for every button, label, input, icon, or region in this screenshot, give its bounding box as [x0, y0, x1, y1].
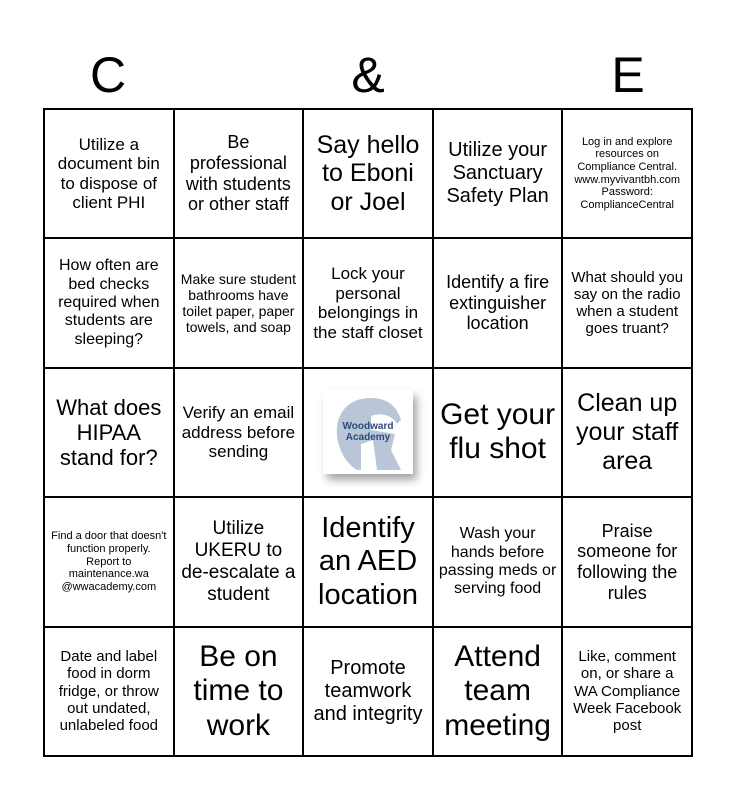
free-space-cell[interactable] [303, 368, 433, 497]
bingo-cell-text: Attend team meeting [444, 639, 551, 742]
bingo-cell[interactable] [44, 368, 174, 497]
bingo-cell-text: Utilize UKERU to de-escalate a student [181, 518, 296, 605]
bingo-cell-text: Identify an AED location [318, 511, 418, 611]
bingo-cell[interactable] [174, 497, 304, 626]
bingo-cell[interactable] [562, 497, 692, 626]
bingo-cell[interactable] [433, 368, 563, 497]
bingo-cell[interactable] [433, 238, 563, 367]
bingo-cell-text: Like, comment on, or share a WA Compliance Week Facebook post [573, 648, 682, 735]
bingo-cell[interactable] [303, 497, 433, 626]
bingo-cell-text: Clean up your staff area [576, 389, 679, 475]
bingo-cell[interactable] [174, 627, 304, 756]
bingo-cell-text: Be on time to work [193, 639, 284, 742]
bingo-cell-text: Make sure student bathrooms have toilet paper, paper towels, and soap [180, 270, 296, 336]
bingo-cell-text: Date and label food in dorm fridge, or throw out undated, unlabeled food [58, 648, 159, 735]
bingo-cell[interactable] [174, 368, 304, 497]
bingo-cell[interactable] [433, 497, 563, 626]
bingo-cell-text: Find a door that doesn't function properly. Report to maintenance.wa @wwacademy.com [51, 530, 167, 593]
bingo-cell-text: Utilize a document bin to dispose of client PHI [57, 134, 160, 213]
bingo-cell[interactable] [562, 238, 692, 367]
bingo-cell[interactable] [433, 109, 563, 238]
bingo-cell-text: Be professional with students or other staff [185, 132, 291, 215]
bingo-cell-text: How often are bed checks required when students are sleeping? [58, 257, 160, 348]
bingo-cell[interactable] [303, 238, 433, 367]
bingo-cell[interactable] [44, 627, 174, 756]
bingo-cell-text: What does HIPAA stand for? [56, 394, 162, 471]
bingo-cell-text: Wash your hands before passing meds or serving food [438, 525, 557, 598]
bingo-cell[interactable] [44, 497, 174, 626]
bingo-cell[interactable] [303, 109, 433, 238]
bingo-cell-text: Utilize your Sanctuary Safety Plan [446, 139, 549, 208]
bingo-cell-text: Log in and explore resources on Compliance Central. www.myvivantbh.com Password: ComplianceCentral [574, 135, 681, 211]
bingo-cell[interactable] [44, 109, 174, 238]
bingo-cell[interactable] [44, 238, 174, 367]
bingo-cell-text: What should you say on the radio when a student goes truant? [571, 268, 684, 338]
bingo-cell[interactable] [174, 109, 304, 238]
bingo-cell[interactable] [562, 368, 692, 497]
bingo-cell-text: Lock your personal belongings in the staff closet [313, 264, 423, 342]
bingo-cell-text: Identify a fire extinguisher location [446, 272, 550, 334]
bingo-grid [43, 108, 693, 757]
logo-text: Woodward Academy [342, 421, 394, 444]
bingo-cell[interactable] [562, 109, 692, 238]
bingo-cell-text: Verify an email address before sending [181, 403, 296, 462]
header-letter-5: E [611, 47, 645, 103]
bingo-cell[interactable] [433, 627, 563, 756]
bingo-cell[interactable] [174, 238, 304, 367]
bingo-cell[interactable] [562, 627, 692, 756]
bingo-cell-text: Say hello to Eboni or Joel [316, 130, 420, 217]
woodward-academy-logo [323, 390, 413, 474]
bingo-cell-text: Praise someone for following the rules [577, 520, 678, 603]
header-letter-1: C [89, 47, 127, 103]
bingo-cell-text: Promote teamwork and integrity [313, 656, 423, 725]
bingo-cell[interactable] [303, 627, 433, 756]
header-letter-3: & [351, 47, 385, 103]
bingo-cell-text: Get your flu shot [440, 397, 556, 466]
